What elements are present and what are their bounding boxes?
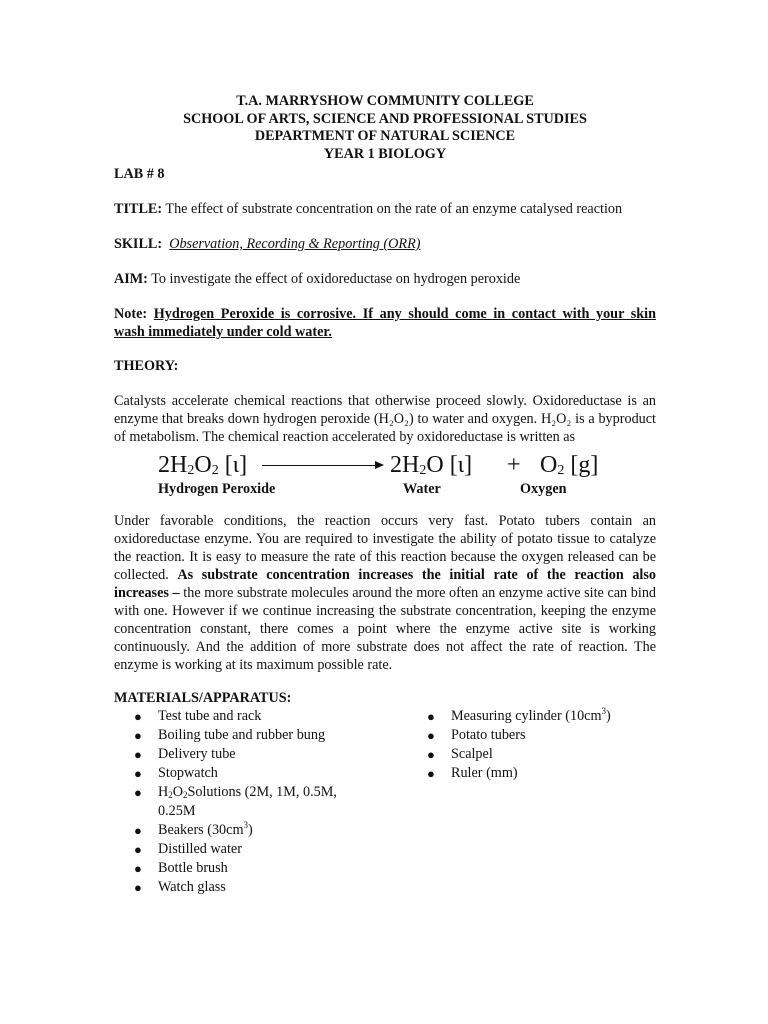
skill-line	[114, 235, 656, 253]
bullet-icon: ●	[134, 766, 142, 781]
list-item-h2o2-solutions: ● $H_2O_2Solutions$ (2M, 1M, 0.5M, 0.25M	[134, 784, 337, 819]
list-item: ● Distilled water	[134, 841, 242, 857]
caption-water: Water	[403, 481, 441, 497]
lab-number: LAB # 8	[114, 166, 165, 182]
list-item: ● Boiling tube and rubber bung	[134, 727, 326, 743]
list-item-beakers: ● Beakers $(30cm^3)$	[134, 820, 253, 838]
materials-list-left	[114, 707, 384, 897]
caption-hydrogen-peroxide: Hydrogen Peroxide	[158, 481, 276, 497]
aim-text: To investigate the effect of oxidoreductase on hydrogen peroxide	[151, 271, 521, 287]
theory-paragraph-1: Catalysts accelerate chemical reactions that otherwise proceed slowly. Oxidoreductase is an enzyme that breaks down hydrogen peroxide (H₂O₂) to water and oxygen. H₂O₂ is a byproduct of metabolism. The chemical reaction accelerated by oxidoreductase is written as	[114, 393, 656, 445]
bullet-icon: ●	[134, 880, 142, 895]
course-year: YEAR 1 BIOLOGY	[323, 145, 447, 162]
materials-heading: MATERIALS/APPARATUS:	[114, 690, 292, 706]
equation-plus: +	[507, 452, 521, 478]
bullet-icon: ●	[427, 766, 435, 781]
list-item: ● Test tube and rack	[134, 708, 262, 724]
reaction-arrow	[262, 465, 382, 466]
aim-line	[114, 270, 656, 288]
reaction-equation	[114, 450, 656, 512]
safety-note	[114, 305, 656, 341]
title-label: TITLE:	[114, 201, 163, 217]
skill-text: Observation, Recording & Reporting (ORR)	[169, 236, 421, 252]
list-item: ● Watch glass	[134, 879, 226, 895]
school-name: SCHOOL OF ARTS, SCIENCE AND PROFESSIONAL STUDIES	[183, 110, 587, 127]
list-item: ● Bottle brush	[134, 860, 228, 876]
bullet-icon: ●	[427, 747, 435, 762]
department-name: DEPARTMENT OF NATURAL SCIENCE	[254, 128, 516, 144]
college-name: T.A. MARRYSHOW COMMUNITY COLLEGE	[236, 93, 534, 109]
title-text: The effect of substrate concentration on the rate of an enzyme catalysed reaction	[165, 201, 623, 217]
theory-heading: THEORY:	[114, 358, 179, 374]
equation-product-water: $2H_2O$ [ι]	[390, 452, 473, 478]
list-item: ● Potato tubers	[427, 727, 526, 743]
note-line1: Hydrogen Peroxide is corrosive. If any should come in contact with your skin	[153, 306, 656, 322]
list-item-measuring-cylinder: ● Measuring cylinder $(10cm^3)$	[427, 706, 611, 724]
materials-list-right	[407, 707, 657, 783]
document-header	[114, 93, 656, 163]
title-line	[114, 200, 656, 218]
aim-label: AIM:	[114, 271, 148, 287]
list-item: ● Delivery tube	[134, 746, 236, 762]
bullet-icon: ●	[134, 728, 142, 743]
lab-sheet	[114, 93, 657, 895]
equation-reactant: $2H_2O_2$ [ι]	[158, 452, 248, 478]
bullet-icon: ●	[134, 747, 142, 762]
note-line2: wash immediately under cold water.	[114, 324, 332, 340]
bullet-icon: ●	[134, 823, 142, 838]
list-item: ● Ruler (mm)	[427, 765, 518, 781]
skill-label: SKILL:	[114, 236, 163, 252]
bullet-icon: ●	[427, 709, 435, 724]
bullet-icon: ●	[427, 728, 435, 743]
bullet-icon: ●	[134, 785, 142, 800]
note-label: Note:	[114, 306, 148, 322]
list-item: ● Stopwatch	[134, 765, 218, 781]
bullet-icon: ●	[134, 861, 142, 876]
equation-product-oxygen: $O_2$ [g]	[540, 452, 599, 478]
list-item: ● Scalpel	[427, 746, 493, 762]
bullet-icon: ●	[134, 709, 142, 724]
bullet-icon: ●	[134, 842, 142, 857]
caption-oxygen: Oxygen	[520, 481, 567, 497]
theory-paragraph-2: Under favorable conditions, the reaction occurs very fast. Potato tubers contain an oxidoreductase enzyme. You are required to investigate the ability of potato tissue to catalyze the reaction. It is easy to measure the rate of this reaction because the oxygen released can be collected. As substrate concentration increases the initial rate of the reaction also increases – the more substrate molecules around the more often an enzyme active site can bind with one. However if we continue increasing the substrate concentration, keeping the enzyme concentration constant, there comes a point where the enzyme active site is working continuously. And the addition of more substrate does not affect the rate of reaction. The enzyme is working at its maximum possible rate.	[114, 513, 657, 673]
